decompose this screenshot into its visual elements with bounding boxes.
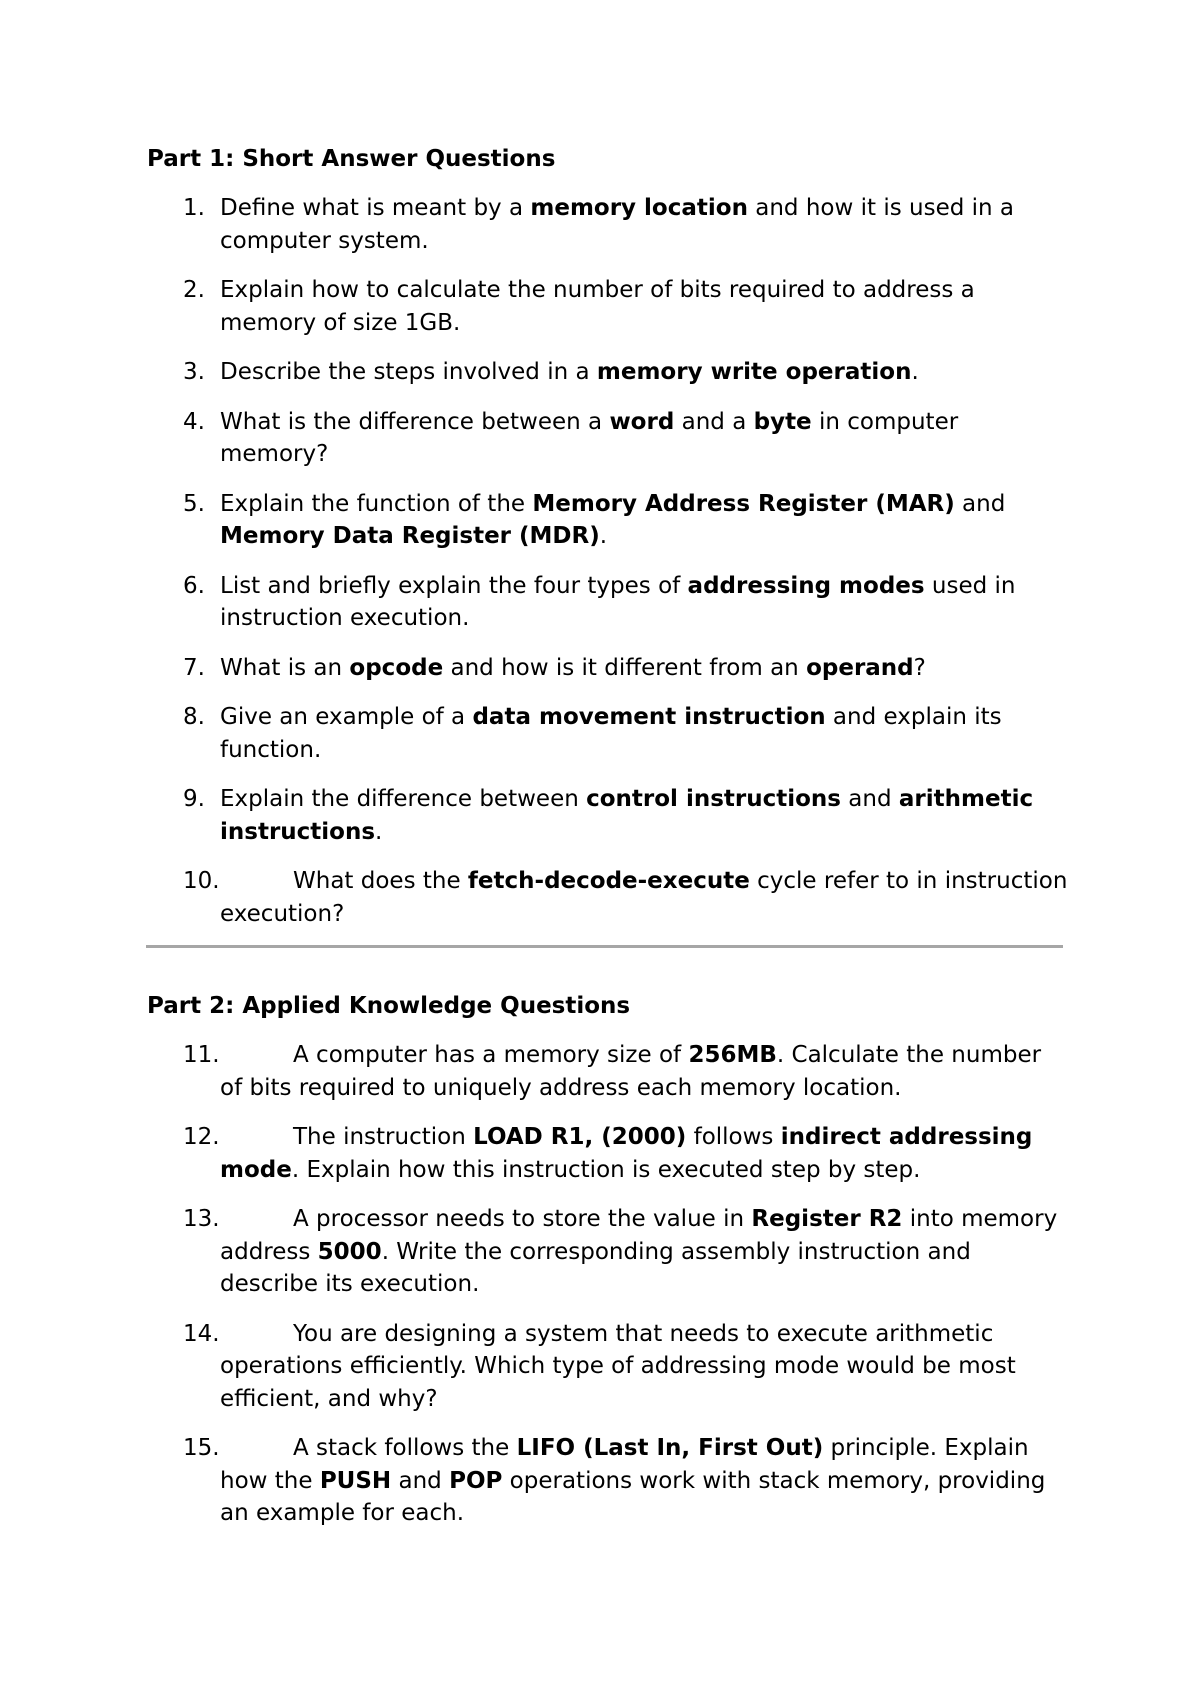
question-text-segment: and (391, 1467, 450, 1494)
question-number: 2. (183, 277, 205, 303)
question-text-segment: and (841, 786, 899, 812)
question-number: 8. (183, 704, 205, 730)
question-text-segment: cycle refer to in instruction execution? (220, 868, 1068, 927)
question-text-segment: Explain how to calculate the number of bits required to address a memory of size 1GB. (220, 277, 975, 336)
question-text-segment: What is an (220, 654, 350, 681)
question-text-segment: principle. Explain how the (220, 1435, 1029, 1494)
question-text-segment: ? (913, 654, 926, 681)
question-text-segment: and a (674, 408, 754, 435)
question-text (220, 356, 1070, 389)
question-emphasis: POP (449, 1467, 503, 1494)
question-number: 7. (183, 654, 205, 681)
question-text (220, 1318, 1070, 1416)
question-text (220, 274, 1070, 339)
question-item (0, 865, 1200, 930)
question-text (220, 570, 1070, 635)
question-emphasis: arithmetic instructions (220, 786, 1034, 845)
question-emphasis: LIFO (Last In, First Out) (516, 1435, 824, 1461)
question-text-segment: . (375, 818, 383, 845)
question-emphasis: indirect addressing mode (220, 1124, 1033, 1183)
question-emphasis: PUSH (319, 1467, 392, 1494)
question-item (0, 356, 1200, 389)
question-item (0, 1203, 1200, 1301)
question-item (0, 1318, 1200, 1416)
question-text-segment: A stack follows the (293, 1435, 517, 1461)
question-number: 14. (183, 1320, 220, 1347)
question-item (0, 1432, 1200, 1530)
question-text-segment: A computer has a memory size of (293, 1042, 689, 1068)
question-item (0, 488, 1200, 553)
question-emphasis: opcode (349, 654, 444, 681)
question-text (220, 1432, 1070, 1530)
question-emphasis: byte (753, 408, 812, 435)
question-text-segment: . Write the corresponding assembly instruction and describe its execution. (220, 1238, 971, 1297)
question-number: 1. (183, 195, 205, 221)
question-text-segment: What does the (293, 868, 468, 894)
question-text-segment: and how is it different from an (443, 654, 807, 681)
question-emphasis: word (609, 408, 675, 435)
part2-heading: Part 2: Applied Knowledge Questions (147, 993, 631, 1019)
question-text-segment: The instruction (293, 1124, 474, 1150)
question-emphasis: operand (806, 654, 914, 681)
question-text-segment: . (911, 359, 919, 385)
question-text-segment: operations work with stack memory, providing an example for each. (220, 1467, 1046, 1526)
part2-question-list (0, 1039, 1200, 1547)
question-text-segment: You are designing a system that needs to execute arithmetic operations efficiently. Which type of addressing mode would be most efficient, and why? (220, 1320, 1016, 1412)
question-emphasis: Memory Data Register (MDR) (220, 523, 600, 549)
question-emphasis: fetch-decode-execute (467, 868, 750, 894)
question-number: 15. (183, 1435, 220, 1461)
question-emphasis: data movement instruction (472, 704, 826, 730)
question-text-segment: in computer memory? (220, 408, 959, 467)
part1-question-list (0, 192, 1200, 947)
question-text-segment: . Explain how this instruction is executed step by step. (291, 1156, 921, 1183)
question-number: 4. (183, 408, 205, 435)
part1-heading: Part 1: Short Answer Questions (147, 146, 556, 172)
question-emphasis: memory write operation (596, 359, 912, 385)
question-emphasis: Memory Address Register (MAR) (532, 490, 955, 517)
question-text-segment: . Calculate the number of bits required to uniquely address each memory location. (220, 1042, 1042, 1101)
question-text-segment: List and briefly explain the four types of (220, 572, 688, 599)
question-text (220, 406, 1070, 471)
question-text-segment: and how it is used in a computer system. (220, 195, 1015, 254)
question-emphasis: Register R2 (751, 1206, 903, 1232)
question-emphasis: control instructions (586, 786, 841, 812)
question-emphasis: addressing modes (687, 572, 925, 599)
question-number: 6. (183, 572, 205, 599)
question-text (220, 192, 1070, 257)
question-text-segment: A processor needs to store the value in (293, 1206, 752, 1232)
question-text-segment: follows (686, 1124, 781, 1150)
section-divider (146, 945, 1063, 948)
question-number: 5. (183, 490, 205, 517)
question-text (220, 783, 1070, 848)
question-text (220, 865, 1070, 930)
question-text-segment: Give an example of a (220, 704, 473, 730)
question-text-segment: and explain its function. (220, 704, 1002, 763)
question-text-segment: Explain the difference between (220, 786, 587, 812)
question-number: 12. (183, 1124, 220, 1150)
question-text-segment: What is the difference between a (220, 408, 610, 435)
question-text-segment: Describe the steps involved in a (220, 359, 597, 385)
question-text (220, 1121, 1070, 1186)
question-number: 10. (183, 868, 220, 894)
question-text (220, 1039, 1070, 1104)
question-item (0, 192, 1200, 257)
question-item (0, 406, 1200, 471)
question-emphasis: memory location (530, 195, 748, 221)
question-emphasis: LOAD R1, (2000) (473, 1124, 687, 1150)
question-item (0, 1121, 1200, 1186)
question-number: 11. (183, 1042, 220, 1068)
question-item (0, 274, 1200, 339)
question-text-segment: Explain the function of the (220, 490, 533, 517)
question-text-segment: Define what is meant by a (220, 195, 531, 221)
question-item (0, 652, 1200, 685)
question-number: 13. (183, 1206, 220, 1232)
question-text (220, 488, 1070, 553)
question-text-segment: into memory address (220, 1206, 1058, 1265)
question-item (0, 783, 1200, 848)
question-emphasis: 256MB (688, 1042, 777, 1068)
question-text (220, 652, 1070, 685)
question-emphasis: 5000 (317, 1238, 382, 1265)
question-number: 9. (183, 786, 205, 812)
question-text-segment: and (954, 490, 1006, 517)
question-text-segment: used in instruction execution. (220, 572, 1016, 631)
question-item (0, 570, 1200, 635)
question-number: 3. (183, 359, 205, 385)
question-text-segment: . (599, 523, 608, 549)
question-text (220, 1203, 1070, 1301)
question-item (0, 1039, 1200, 1104)
question-item (0, 701, 1200, 766)
question-text (220, 701, 1070, 766)
